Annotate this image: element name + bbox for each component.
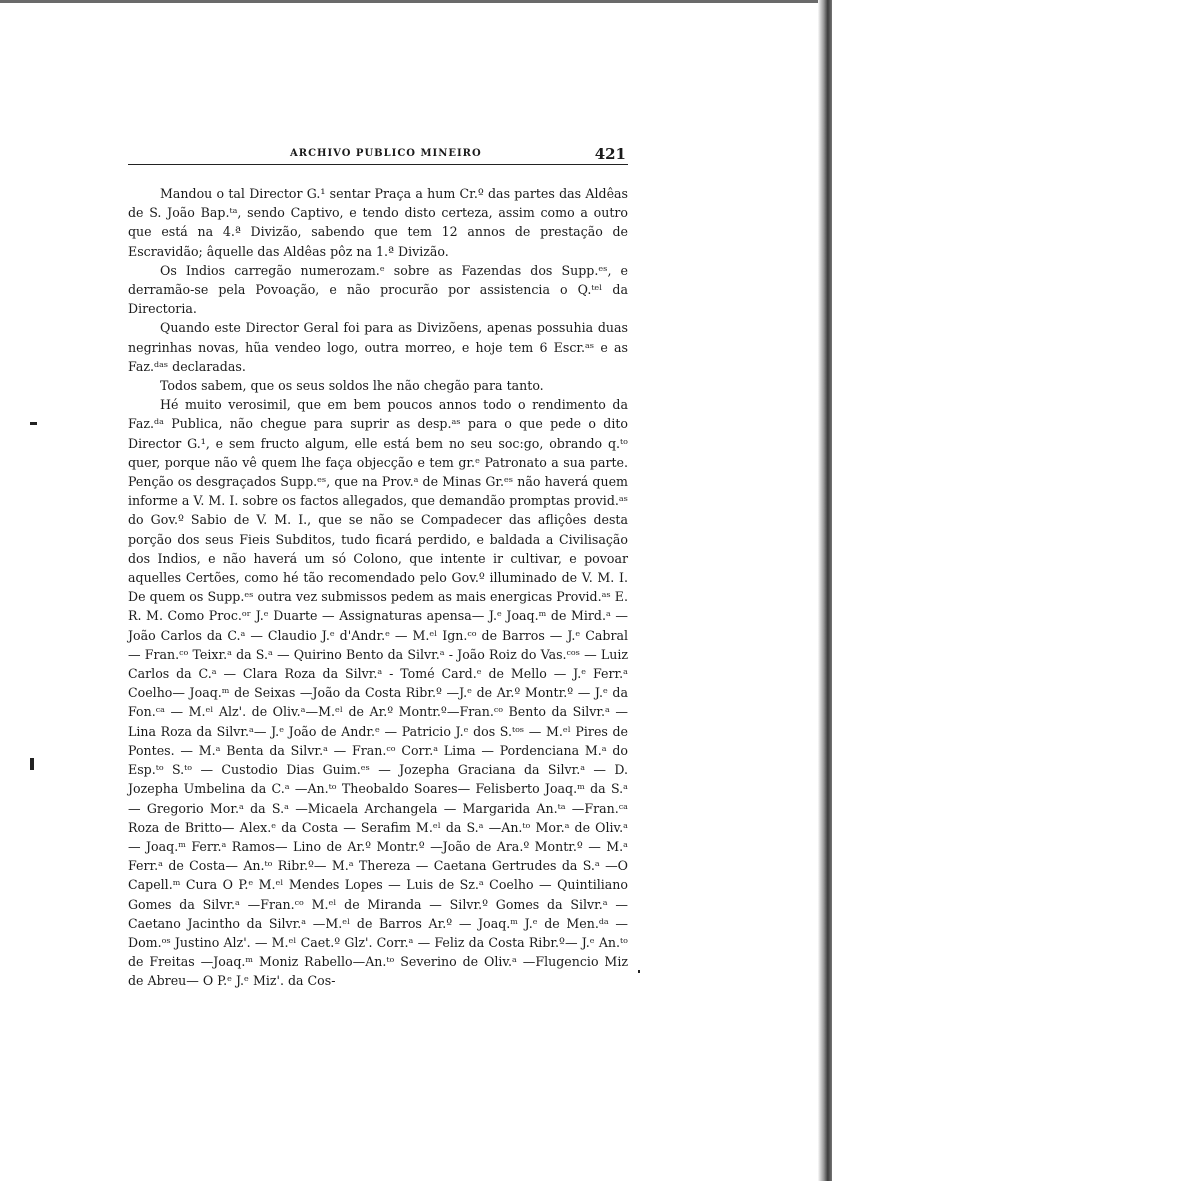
page-number: 421 xyxy=(594,145,626,163)
body-text xyxy=(128,184,628,991)
paragraph: Os Indios carregão numerozam.ᵉ sobre as Fazendas dos Supp.ᵉˢ, e derramão-se pela Povoação, e não procurão por assistencia o Q.ᵗᵉˡ da Directoria. xyxy=(128,262,628,317)
scan-speck xyxy=(638,970,640,973)
scan-speck xyxy=(30,758,34,770)
paragraph: Todos sabem, que os seus soldos lhe não chegão para tanto. xyxy=(160,378,544,394)
running-title: ARCHIVO PUBLICO MINEIRO xyxy=(290,148,482,159)
paragraph: Quando este Director Geral foi para as Divizõens, apenas possuhia duas negrinhas novas, hũa vendeo logo, outra morreo, e hoje tem 6 Escr.ᵃˢ e as Faz.ᵈᵃˢ declaradas. xyxy=(128,320,628,374)
running-header xyxy=(122,140,628,164)
scan-speck xyxy=(30,422,37,425)
book-gutter xyxy=(818,0,832,1181)
paragraph: Hé muito verosimil, que em bem poucos annos todo o rendimento da Faz.ᵈᵃ Publica, não chegue para suprir as desp.ᵃˢ para o que pede o dito Director G.¹, e sem fructo algum, elle está bem no seu soc:go, obrando q.ᵗᵒ quer, porque não vê quem lhe faça objecção e tem gr.ᵉ Patronato a sua parte. Penção os desgraçados Supp.ᵉˢ, que na Prov.ᵃ de Minas Gr.ᵉˢ não haverá quem informe a V. M. I. sobre os factos allegados, que demandão promptas provid.ᵃˢ do Gov.º Sabio de V. M. I., que se não se Compadecer das afliçôes desta porção dos seus Fieis Subditos, tudo ficará perdido, e baldada a Civilisação dos Indios, e não haverá um só Colono, que intente ir cultivar, e povoar aquelles Certões, como hé tão recomendado pelo Gov.º illuminado de V. M. I. De quem os Supp.ᵉˢ outra vez submissos pedem as mais energicas Provid.ᵃˢ E. R. M. Como Proc.ᵒʳ J.ᵉ Duarte — Assignaturas apensa— J.ᵉ Joaq.ᵐ de Mird.ᵃ — João Carlos da C.ᵃ — Claudio J.ᵉ d'Andr.ᵉ — M.ᵉˡ Ign.ᶜᵒ de Barros — J.ᵉ Cabral — Fran.ᶜᵒ Teixr.ᵃ da S.ᵃ — Quirino Bento da Silvr.ᵃ - João Roiz do Vas.ᶜᵒˢ — Luiz Carlos da C.ᵃ — Clara Roza da Silvr.ᵃ - Tomé Card.ᵉ de Mello — J.ᵉ Ferr.ᵃ Coelho— Joaq.ᵐ de Seixas —João da Costa Ribr.º —J.ᵉ de Ar.º Montr.º — J.ᵉ da Fon.ᶜᵃ — M.ᵉˡ Alz'. de Oliv.ᵃ—M.ᵉˡ de Ar.º Montr.º—Fran.ᶜᵒ Bento da Silvr.ᵃ — Lina Roza da Silvr.ᵃ— J.ᵉ João de Andr.ᵉ — Patricio J.ᵉ dos S.ᵗᵒˢ — M.ᵉˡ Pires de Pontes. — M.ᵃ Benta da Silvr.ᵃ — Fran.ᶜᵒ Corr.ᵃ Lima — Pordenciana M.ᵃ do Esp.ᵗᵒ S.ᵗᵒ — Custodio Dias Guim.ᵉˢ — Jozepha Graciana da Silvr.ᵃ — D. Jozepha Umbelina da C.ᵃ —An.ᵗᵒ Theobaldo Soares— Felisberto Joaq.ᵐ da S.ᵃ — Gregorio Mor.ᵃ da S.ᵃ —Micaela Archangela — Margarida An.ᵗᵃ —Fran.ᶜᵃ Roza de Britto— Alex.ᵉ da Costa — Serafim M.ᵉˡ da S.ᵃ —An.ᵗᵒ Mor.ᵃ de Oliv.ᵃ — Joaq.ᵐ Ferr.ᵃ Ramos— Lino de Ar.º Montr.º —João de Ara.º Montr.º — M.ᵃ Ferr.ᵃ de Costa— An.ᵗᵒ Ribr.º— M.ᵃ Thereza — Caetana Gertrudes da S.ᵃ —O Capell.ᵐ Cura O P.ᵉ M.ᵉˡ Mendes Lopes — Luis de Sz.ᵃ Coelho — Quintiliano Gomes da Silvr.ᵃ —Fran.ᶜᵒ M.ᵉˡ de Miranda — Silvr.º Gomes da Silvr.ᵃ —Caetano Jacintho da Silvr.ᵃ —M.ᵉˡ de Barros Ar.º — Joaq.ᵐ J.ᵉ de Men.ᵈᵃ —Dom.ᵒˢ Justino Alz'. — M.ᵉˡ Caet.º Glz'. Corr.ᵃ — Feliz da Costa Ribr.º— J.ᵉ An.ᵗᵒ de Freitas —Joaq.ᵐ Moniz Rabello—An.ᵗᵒ Severino de Oliv.ᵃ —Flugencio Miz de Abreu— O P.ᵉ J.ᵉ Miz'. da Cos- xyxy=(128,397,628,989)
header-rule xyxy=(128,164,628,165)
paragraph: Mandou o tal Director G.¹ sentar Praça a hum Cr.º das partes das Aldêas de S. João Bap.ᵗᵃ, sendo Captivo, e tendo disto certeza, assim como a outro que está na 4.ª Divizão, sabendo que tem 12 annos de prestação de Escravidão; âquelle das Aldêas pôz na 1.ª Divizão. xyxy=(128,186,628,259)
book-page xyxy=(122,140,628,989)
facing-page-blank xyxy=(832,0,1203,1181)
scan-top-edge xyxy=(0,0,818,3)
